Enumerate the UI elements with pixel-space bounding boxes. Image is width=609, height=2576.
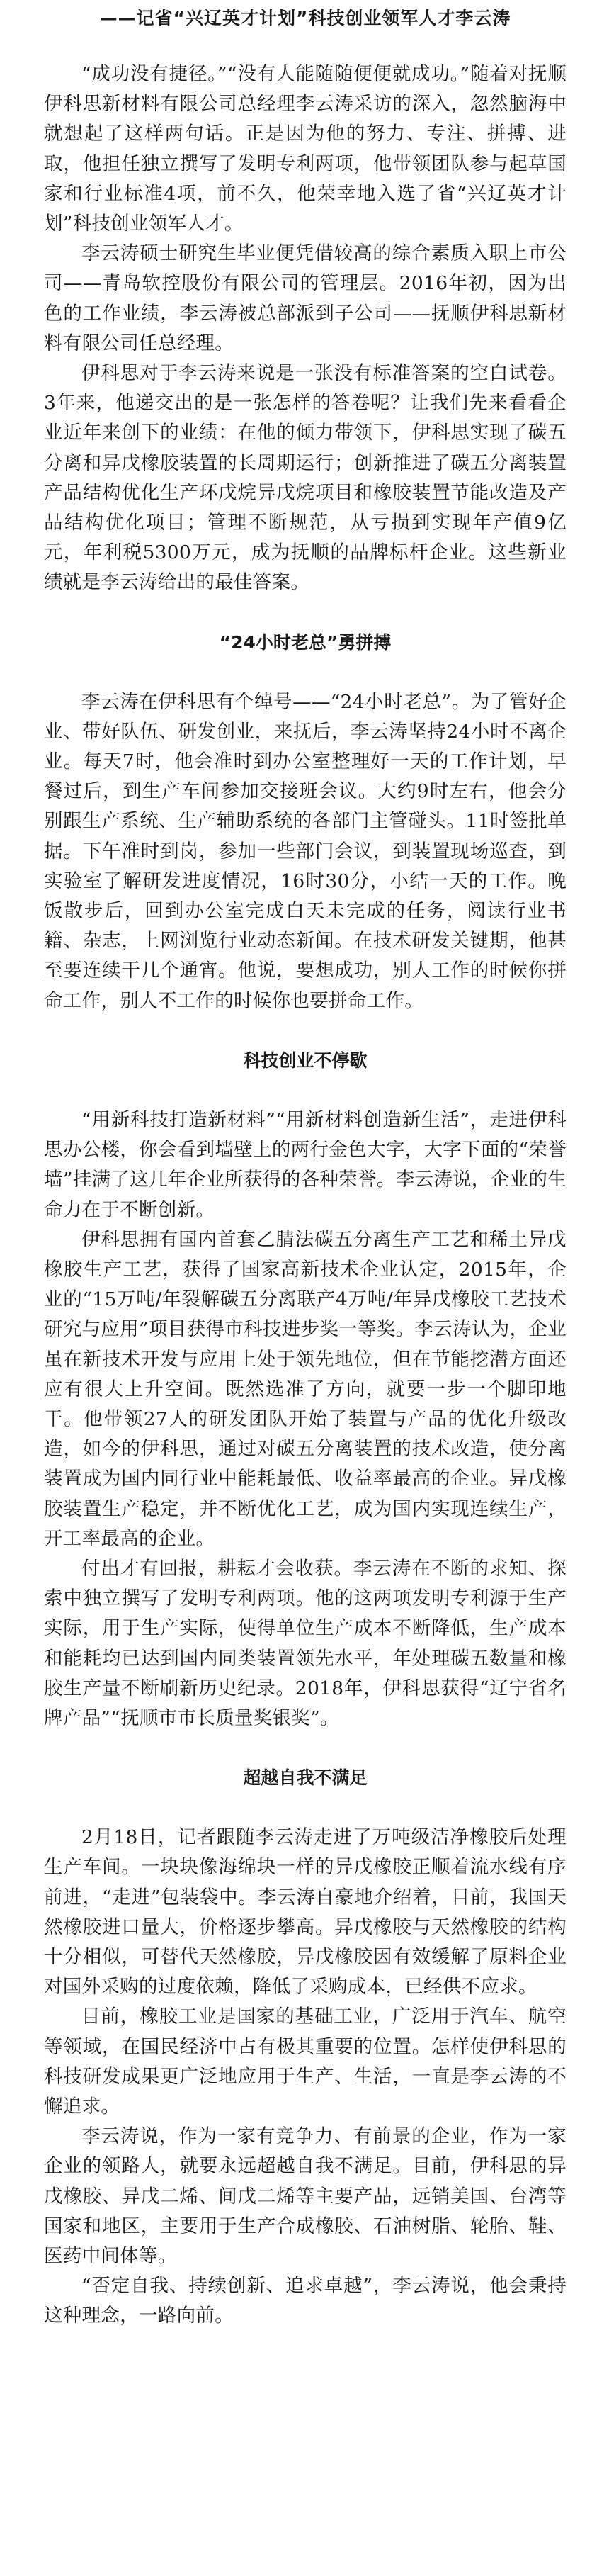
article-subtitle: ——记省“兴辽英才计划”科技创业领军人才李云涛 [99,8,511,28]
paragraph: 李云涛说，作为一家有竞争力、有前景的企业，作为一家企业的领路人，就要永远超越自我不满足。目前，伊科思的异戊橡胶、异戊二烯、间戊二烯等主要产品，远销美国、台湾等国家和地区，主要用于生产合成橡胶、石油树脂、轮胎、鞋、医药中间体等。 [44,2125,567,2267]
paragraph: 付出才有回报，耕耘才会收获。李云涛在不断的求知、探索中独立撰写了发明专利两项。他的这两项发明专利源于生产实际，用于生产实际，使得单位生产成本不断降低，生产成本和能耗均已达到国内同类装置领先水平，年处理碳五数量和橡胶生产量不断刷新历史纪录。2018年，伊科思获得“辽宁省名牌产品”“抚顺市市长质量奖银奖”。 [44,1557,567,1729]
section-tech-innovation [44,1016,567,1733]
paragraph: 2月18日，记者跟随李云涛走进了万吨级洁净橡胶后处理生产车间。一块块像海绵块一样的异戊橡胶正顺着流水线有序前进，“走进”包装袋中。李云涛自豪地介绍着，目前，我国天然橡胶进口量大，价格逐步攀高。异戊橡胶与天然橡胶的结构十分相似，可替代天然橡胶，异戊橡胶因有效缓解了原料企业对国外采购的过度依赖，降低了采购成本，已经供不应求。 [44,1826,567,1998]
paragraph: “否定自我、持续创新、追求卓越”，李云涛说，他会秉持这种理念，一路向前。 [44,2275,567,2327]
section-24-hour-manager [44,598,567,1016]
section-surpass-self [44,1733,567,2331]
paragraph: “用新科技打造新材料”“用新材料创造新生活”，走进伊科思办公楼，你会看到墙壁上的两行金色大字，大字下面的“荣誉墙”挂满了这几年企业所获得的各种荣誉。李云涛说，企业的生命力在于不断创新。 [44,1108,567,1221]
paragraph: 李云涛硕士研究生毕业便凭借较高的综合素质入职上市公司——青岛软控股份有限公司的管理层。2016年初，因为出色的工作业绩，李云涛被总部派到子公司——抚顺伊科思新材料有限公司任总经理。 [44,242,567,354]
section-heading: “24小时老总”勇拼搏 [219,631,392,653]
paragraph: 李云涛在伊科思有个绰号——“24小时老总”。为了管好企业、带好队伍、研发创业，来抚后，李云涛坚持24小时不离企业。每天7时，他会准时到办公室整理好一天的工作计划，早餐过后，到生产车间参加交接班会议。大约9时左右，他会分别跟生产系统、生产辅助系统的各部门主管碰头。11时签批单据。下午准时到岗，参加一些部门会议，到装置现场巡查，到实验室了解研发进度情况，16时30分，小结一天的工作。晚饭散步后，回到办公室完成白天未完成的任务，阅读行业书籍、杂志，上网浏览行业动态新闻。在技术研发关键期，他甚至要连续干几个通宵。他说，要想成功，别人工作的时候你拼命工作，别人不工作的时候你也要拼命工作。 [44,690,567,1012]
paragraph: 伊科思拥有国内首套乙腈法碳五分离生产工艺和稀土异戊橡胶生产工艺，获得了国家高新技术企业认定，2015年，企业的“15万吨/年裂解碳五分离联产4万吨/年异戊橡胶工艺技术研究与应用”项目获得市科技进步奖一等奖。李云涛认为，企业虽在新技术开发与应用上处于领先地位，但在节能挖潜方面还应有很大上升空间。既然选准了方向，就要一步一个脚印地干。他带领27人的研发团队开始了装置与产品的优化升级改造，如今的伊科思，通过对碳五分离装置的技术改造，使分离装置成为国内同行业中能耗最低、收益率最高的企业。异戊橡胶装置生产稳定，并不断优化工艺，成为国内实现连续生产，开工率最高的企业。 [44,1228,567,1550]
paragraph: “成功没有捷径。”“没有人能随随便便就成功。”随着对抚顺伊科思新材料有限公司总经理李云涛采访的深入，忽然脑海中就想起了这样两句话。正是因为他的努力、专注、拼搏、进取，他担任独立撰写了发明专利两项，他带领团队参与起草国家和行业标准4项，前不久，他荣幸地入选了省“兴辽英才计划”科技创业领军人才。 [44,63,567,235]
intro-section [44,60,567,598]
paragraph: 目前，橡胶工业是国家的基础工业，广泛用于汽车、航空等领域，在国民经济中占有极其重要的位置。怎样使伊科思的科技研发成果更广泛地应用于生产、生活，一直是李云涛的不懈追求。 [44,2006,567,2117]
paragraph: 伊科思对于李云涛来说是一张没有标准答案的空白试卷。3年来，他递交出的是一张怎样的答卷呢？让我们先来看看企业近年来创下的业绩：在他的倾力带领下，伊科思实现了碳五分离和异戊橡胶装置的长周期运行；创新推进了碳五分离装置产品结构优化生产环戊烷异戊烷项目和橡胶装置节能改造及产品结构优化项目；管理不断规范，从亏损到实现年产值9亿元，年利税5300万元，成为抚顺的品牌标杆企业。这些新业绩就是李云涛给出的最佳答案。 [44,362,567,594]
section-heading: 科技创业不停歇 [243,1050,368,1071]
section-heading: 超越自我不满足 [243,1767,368,1789]
